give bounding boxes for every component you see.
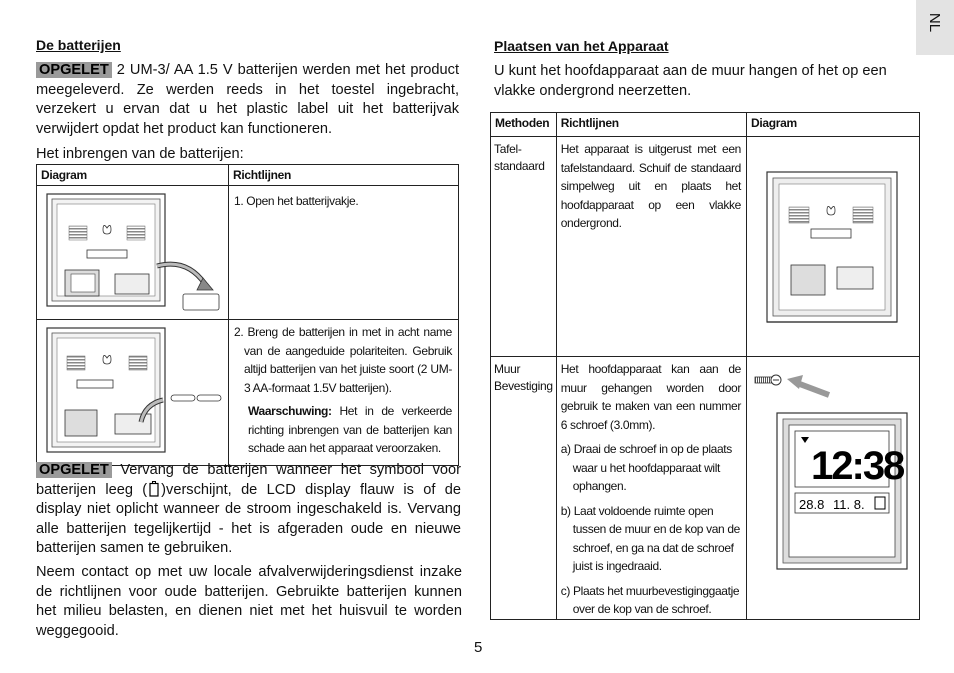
diagram-wall-mount	[747, 357, 920, 620]
step-2-warning-label: Waarschuwing:	[248, 404, 332, 418]
batteries-intro: Het inbrengen van de batterijen:	[36, 146, 244, 162]
batteries-para-2-after: )verschijnt, de LCD display flauw is of de display niet oplicht wanneer de stroom ingeschakeld is. Vervang alle batterijen tegelijkertijd - het is afgeraden oude en nieuwe batterijen samen te gebruiken.	[36, 481, 461, 556]
lcd-temperature: 28.8	[799, 497, 825, 512]
warning-label-2: OPGELET	[36, 462, 112, 478]
step-2-warning	[234, 402, 452, 458]
lcd-time: 12:38	[811, 444, 904, 488]
language-tab	[916, 0, 954, 55]
step-2-cell	[229, 320, 459, 466]
step-2-text: 2. Breng de batterijen in met in acht name van de aangeduide polariteiten. Gebruik altijd batterijen van het juiste soort (2 UM-3 AA-formaat 1.5V batterijen).	[234, 325, 452, 395]
diagram-open-battery-compartment	[37, 186, 229, 320]
batteries-para-2	[36, 461, 461, 559]
placement-intro: U kunt het hoofdapparaat aan de muur hangen of het op een vlakke ondergrond neerzetten.	[494, 63, 887, 99]
method-wall-mount: Muur Bevestiging	[491, 357, 557, 620]
col-diagram-header-right: Diagram	[747, 113, 920, 137]
col-instructions-header-right: Richtlijnen	[556, 113, 746, 137]
battery-insertion-table	[36, 164, 459, 466]
battery-empty-icon	[149, 481, 159, 497]
device-back-batteries-illustration	[37, 320, 225, 460]
wall-mount-illustration	[747, 357, 919, 585]
batteries-para-1-text: 2 UM-3/ AA 1.5 V batterijen werden met het product meegeleverd. Ze werden reeds in het toestel ingebracht, verzekert u ervan dat u het plastic label uit het batterijvak verwijdert opdat het product kan functioneren.	[36, 62, 460, 137]
batteries-para-2-before: Vervang de batterijen wanneer het symbool voor batterijen leeg (	[36, 462, 461, 498]
lcd-date: 11. 8.	[833, 497, 865, 512]
col-instructions-header: Richtlijnen	[229, 165, 459, 186]
diagram-insert-batteries	[37, 320, 229, 466]
table-stand-instructions: Het apparaat is uitgerust met een tafelstandaard. Schuif de standaard simpelweg uit en plaats het hoofdapparaat op een vlakke ondergrond.	[556, 137, 746, 357]
device-back-open-illustration	[37, 186, 225, 314]
wall-mount-step-a: a) Draai de schroef in op de plaats waar u het hoofdapparaat wilt ophangen.	[560, 442, 732, 493]
wall-mount-step-c: c) Plaats het muurbevestiginggaatje over de kop van de schroef.	[560, 583, 740, 616]
batteries-para-1	[36, 61, 459, 139]
device-on-stand-illustration	[747, 137, 919, 351]
step-1-text: 1. Open het batterijvakje.	[229, 186, 459, 320]
wall-mount-cell	[556, 357, 746, 620]
method-table-stand: Tafel-standaard	[491, 137, 557, 357]
placement-heading: Plaatsen van het Apparaat	[494, 38, 669, 54]
col-diagram-header: Diagram	[37, 165, 229, 186]
screw-icon	[755, 375, 781, 385]
language-tab-label: NL	[926, 12, 944, 33]
warning-label: OPGELET	[36, 62, 112, 78]
col-methods-header: Methoden	[491, 113, 557, 137]
placement-table	[490, 112, 920, 620]
wall-mount-step-b: b) Laat voldoende ruimte open tussen de muur en de kop van de schroef, en ga na dat de schroef juist is ingedraaid.	[560, 503, 741, 573]
wall-mount-intro: Het hoofdapparaat kan aan de muur gehangen worden door gebruik te maken van een nummer 6 schroef (3.0mm).	[560, 362, 741, 432]
batteries-para-3: Neem contact op met uw locale afvalverwijderingsdienst inzake de richtlijnen voor oude batterijen. Gebruikte batterijen kunnen het milieu belasten, en dienen niet met het huisvuil te worden weggegooid.	[36, 564, 462, 639]
batteries-heading: De batterijen	[36, 37, 121, 53]
page-number: 5	[474, 639, 483, 656]
arrow-icon	[787, 375, 829, 395]
step-2-warning-text: Het in de verkeerde richting inbrengen van de batterijen kan schade aan het apparaat veroorzaken.	[248, 404, 452, 455]
diagram-table-stand	[747, 137, 920, 357]
